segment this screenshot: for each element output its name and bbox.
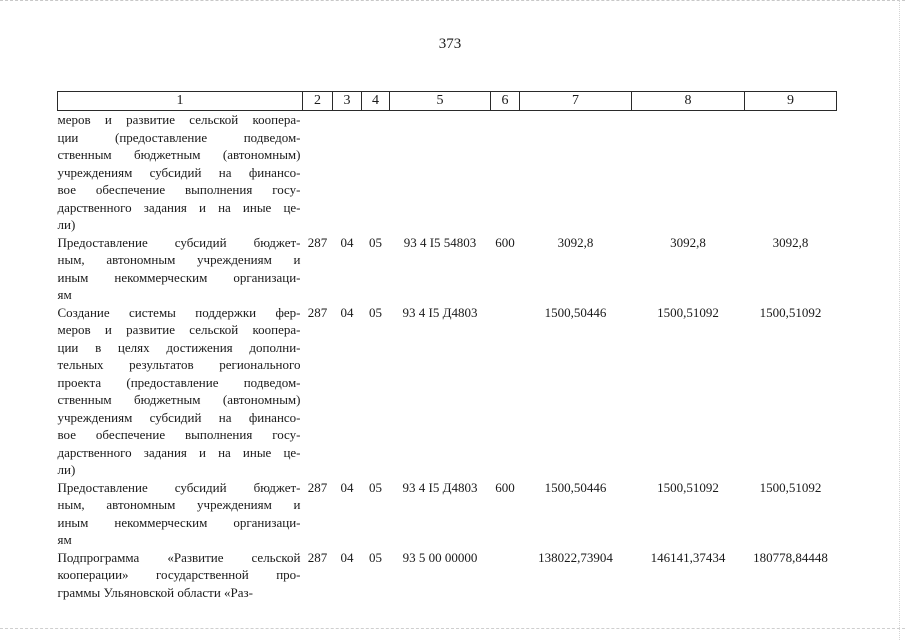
description-line: иным некоммерческим организаци- (57, 269, 301, 285)
description-line: ям (57, 287, 72, 302)
description-line: вое обеспечение выполнения госу- (57, 427, 301, 442)
cell-col-9: 3092,8 (772, 234, 809, 250)
description-line: граммы Ульяновской области «Раз- (57, 584, 253, 600)
cell-col-3 (333, 111, 362, 234)
row-description (58, 304, 303, 479)
cell-col-6 (491, 304, 520, 479)
cell-col-9: 1500,51092 (759, 304, 822, 320)
header-col-6: 6 (491, 92, 520, 111)
description-line: Предоставление субсидий бюджет- (57, 234, 301, 250)
cell-col-2: 287 (307, 234, 328, 250)
cell-col-5 (390, 111, 491, 234)
description-line: кооперации» государственной про- (57, 567, 301, 582)
cell-col-2 (303, 111, 333, 234)
description-line: проекта (предоставление подведом- (57, 374, 301, 390)
header-col-4: 4 (362, 92, 390, 111)
cell-col-8: 3092,8 (670, 234, 706, 250)
description-line: меров и развитие сельской коопера- (57, 112, 301, 127)
table-row (58, 111, 837, 234)
page-number: 373 (438, 36, 462, 52)
header-col-8: 8 (632, 92, 745, 111)
cell-col-5: 93 4 I5 Д4803 (402, 479, 478, 495)
description-line: ным, автономным учреждениям и (57, 497, 301, 512)
header-col-9: 9 (745, 92, 837, 111)
cell-col-5: 93 4 I5 54803 (403, 234, 477, 250)
cell-col-7: 1500,50446 (544, 479, 607, 495)
description-line: ственным бюджетным (автономным) (57, 147, 301, 162)
description-line: дарственного задания и на иные це- (57, 199, 301, 215)
cell-col-6 (491, 549, 520, 602)
cell-col-5: 93 5 00 00000 (402, 549, 478, 565)
description-line: ли) (57, 462, 76, 477)
table-row (58, 549, 837, 602)
page-edge-right (899, 0, 902, 640)
description-line: иным некоммерческим организаци- (57, 514, 301, 530)
page-edge-bottom (0, 628, 905, 631)
cell-col-8: 1500,51092 (657, 304, 719, 320)
budget-table (57, 91, 837, 601)
row-description (58, 111, 303, 234)
description-line: вое обеспечение выполнения госу- (57, 182, 301, 197)
cell-col-4: 05 (369, 304, 382, 320)
description-line: дарственного задания и на иные це- (57, 444, 301, 460)
header-col-1: 1 (58, 92, 303, 111)
cell-col-2: 287 (307, 549, 328, 565)
header-col-7: 7 (520, 92, 632, 111)
description-line: ции в целях достижения дополни- (57, 339, 301, 355)
description-line: ции (предоставление подведом- (57, 129, 301, 145)
cell-col-6: 600 (495, 479, 515, 495)
header-row (58, 92, 837, 111)
table-row (58, 304, 837, 479)
description-line: тельных результатов регионального (57, 357, 301, 372)
description-line: учреждениям субсидий на финансо- (57, 409, 301, 425)
cell-col-2: 287 (307, 304, 328, 320)
cell-col-3: 04 (340, 234, 354, 250)
cell-col-3: 04 (340, 304, 354, 320)
cell-col-7: 1500,50446 (544, 304, 607, 320)
cell-col-6 (491, 111, 520, 234)
cell-col-7: 3092,8 (557, 234, 594, 250)
description-line: ным, автономным учреждениям и (57, 252, 301, 267)
cell-col-6: 600 (495, 234, 515, 250)
description-line: Подпрограмма «Развитие сельской (57, 549, 301, 565)
cell-col-8: 1500,51092 (657, 479, 719, 495)
cell-col-9 (745, 111, 837, 234)
description-line: учреждениям субсидий на финансо- (57, 164, 301, 180)
cell-col-7: 138022,73904 (538, 549, 613, 565)
header-col-3: 3 (333, 92, 362, 111)
description-line: ям (57, 532, 72, 547)
cell-col-4: 05 (369, 549, 382, 565)
cell-col-8 (632, 111, 745, 234)
cell-col-9: 1500,51092 (759, 479, 822, 495)
row-description (58, 479, 303, 549)
row-description (58, 234, 303, 304)
cell-col-4 (362, 111, 390, 234)
table-row (58, 234, 837, 304)
cell-col-3: 04 (340, 479, 354, 495)
cell-col-3: 04 (340, 549, 354, 565)
cell-col-5: 93 4 I5 Д4803 (402, 304, 478, 320)
cell-col-9: 180778,84448 (753, 549, 828, 565)
cell-col-4: 05 (369, 234, 382, 250)
description-line: Предоставление субсидий бюджет- (57, 479, 301, 495)
row-description (58, 549, 303, 602)
table-body (58, 111, 837, 602)
description-line: ственным бюджетным (автономным) (57, 392, 301, 407)
description-line: ли) (57, 217, 76, 232)
table-row (58, 479, 837, 549)
cell-col-8: 146141,37434 (650, 549, 726, 565)
header-col-2: 2 (303, 92, 333, 111)
cell-col-4: 05 (369, 479, 382, 495)
header-col-5: 5 (390, 92, 491, 111)
description-line: Создание системы поддержки фер- (57, 304, 301, 320)
page-edge-top (0, 0, 905, 4)
cell-col-7 (520, 111, 632, 234)
cell-col-2: 287 (307, 479, 328, 495)
description-line: меров и развитие сельской коопера- (57, 322, 301, 337)
